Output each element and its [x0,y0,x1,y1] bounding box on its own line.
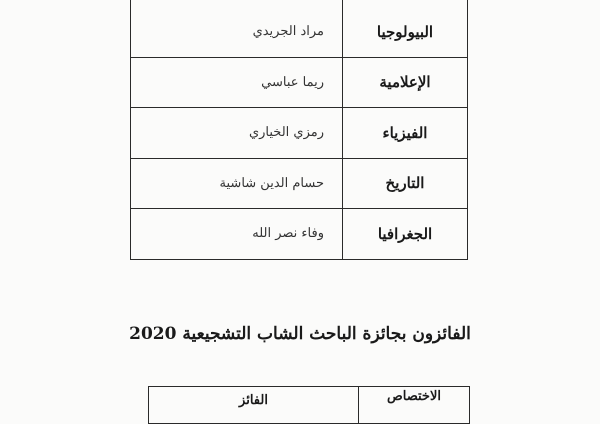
winner-name-cell: حسام الدين شاشية [131,158,343,209]
table-header-row [149,387,470,424]
winner-name-cell: رمزي الخياري [131,108,343,159]
young-researcher-table [148,386,470,424]
subject-cell: الفيزياء [343,108,468,159]
table-row [131,108,468,159]
subject-cell: التاريخ [343,158,468,209]
winner-name-cell: ريما عباسي [131,57,343,108]
table-row [131,158,468,209]
subject-cell: الجغرافيا [343,209,468,260]
header-subject-cell: الاختصاص [359,387,470,424]
subject-cell: الإعلامية [343,57,468,108]
winner-name-cell: وفاء نصر الله [131,209,343,260]
subject-cell: البيولوجيا [343,0,468,57]
winner-name-cell: مراد الجريدي [131,0,343,57]
table-row [131,0,468,57]
table-row [131,57,468,108]
section-heading: الفائزون بجائزة الباحث الشاب التشجيعية 2020 [129,324,471,344]
winners-table [130,0,468,260]
header-winner-cell: الفائز [149,387,359,424]
table-row [131,209,468,260]
